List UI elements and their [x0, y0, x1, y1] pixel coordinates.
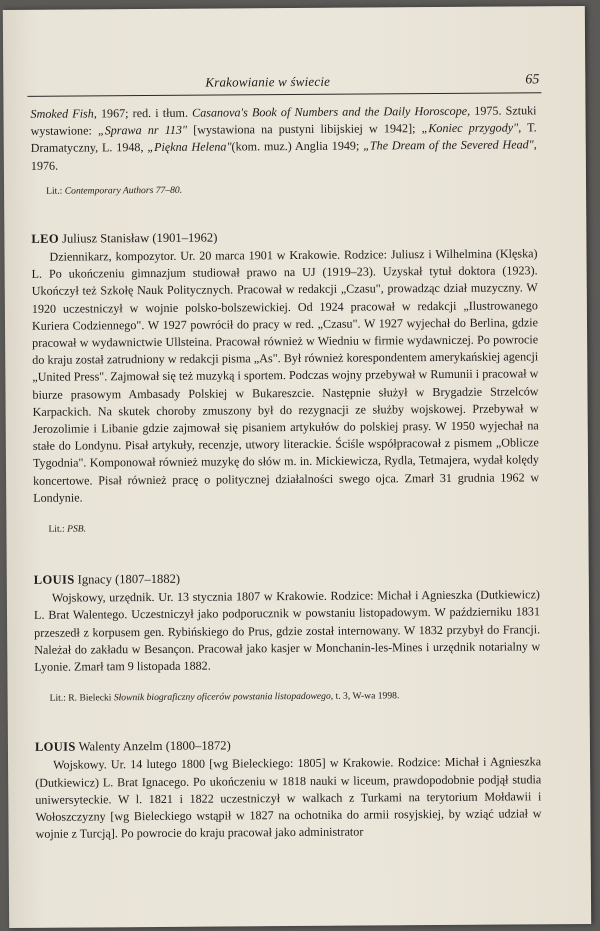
entry-heading: LEO Juliusz Stanisław (1901–1962) [31, 230, 218, 246]
biography-entry [34, 568, 541, 705]
literature-note: Lit.: R. Bielecki Słownik biograficzny oficerów powstania listopadowego, t. 3, W-wa 1998. [49, 690, 400, 705]
book-page [3, 6, 591, 928]
entry-heading: LOUIS Walenty Anzelm (1800–1872) [34, 738, 231, 755]
entry-heading: LOUIS Ignacy (1807–1882) [33, 571, 181, 587]
entry-text: Wojskowy, urzędnik. Ur. 13 stycznia 1807 w Krakowie. Rodzice: Michał i Agnieszka (Dutkiewicz) L. Brat Walentego. Uczestniczył jako podporucznik w powstaniu listopadowym. W październiku 1831 przeszedł z korpusem gen. Rybińskiego do Prus, gdzie został internowany. W 1832 przybył do Francji. Należał do zakładu w Besançon. Pracował jako kasjer w Monchanin-les-Mines i urzędnik notarialny w Lyonie. Zmarł tam 9 listopada 1882. [33, 587, 541, 674]
biography-entry [31, 227, 539, 536]
entry-text: Wojskowy. Ur. 14 lutego 1800 [wg Bieleckiego: 1805] w Krakowie. Rodzice: Michał i Agnieszka (Dutkiewicz) L. Brat Ignacego. Po ukończeniu w 1818 nauki w liceum, prawdopodobnie podjął studia uniwersyteckie. W l. 1821 i 1822 uczestniczył w walkach z Turkami na terytorium Mołdawii i Wołoszczyzny [wg Bieleckiego wstąpił w 1827 na ochotnika do armii rosyjskiej, by wziąć udział w wojnie z Turcją]. Po powrocie do kraju pracował jako administrator [35, 754, 542, 842]
continuation-paragraph: Smoked Fish, 1967; red. i tłum. Casanova's Book of Numbers and the Daily Horoscope, 1975. Sztuki wystawione: „Sprawa nr 113" [wystawiona na pustyni libijskiej w 1942]; „Koniec przygody", T. Dramatyczny, L. 1948, „Piękna Helena"(kom. muz.) Anglia 1949; „The Dream of the Severed Head", 1976. [30, 103, 537, 173]
entry-text: Dziennikarz, kompozytor. Ur. 20 marca 1901 w Krakowie. Rodzice: Juliusz i Wilhelmina (Klęska) L. Po ukończeniu gimnazjum studiował prawo na UJ (1919–23). Uzyskał tytuł doktora (1923). Ukończył też Szkołę Nauk Politycznych. Pracował w redakcji „Czasu", prowadząc dział muzyczny. W 1920 uczestniczył w wojnie polsko-bolszewickiej. Od 1924 pracował w redakcji „Ilustrowanego Kuriera Codziennego". W 1927 powrócił do pracy w red. „Czasu". W 1927 wyjechał do Berlina, gdzie pracował w wydawnictwie Ullsteina. Pracował również w Wiedniu w firmie wydawniczej. Po powrocie do kraju został zatrudniony w redakcji pisma „As". Był również korespondentem amerykańskiej agencji „United Press". Zajmował się też muzyką i sportem. Podczas wojny przebywał w Rumunii i pracował w biurze prasowym Ambasady Polskiej w Bukareszcie. Następnie służył w Brygadzie Strzelców Karpackich. Na skutek choroby zmuszony był do rezygnacji ze służby wojskowej. Przebywał w Jerozolimie i Libanie gdzie zajmował się pisaniem artykułów do polskiej prasy. W 1950 wyjechał na stałe do Londynu. Pisał artykuły, recenzje, utwory literackie. Ściśle współpracował z pismem „Oblicze Tygodnia". Komponował również muzykę do słów m. in. Mickiewicza, Rydla, Tetmajera, wydał kolędy koncertowe. Pisał również pracę o politycznej działalności swego ojca. Zmarł 31 grudnia 1962 w Londynie. [31, 246, 540, 505]
biography-entry [35, 736, 542, 844]
page-header [27, 70, 541, 97]
running-title: Krakowianie w świecie [205, 73, 331, 90]
literature-note: Lit.: PSB. [48, 523, 87, 535]
literature-note: Lit.: Contemporary Authors 77–80. [46, 184, 183, 197]
page-body [30, 102, 541, 843]
page-number: 65 [525, 72, 540, 88]
